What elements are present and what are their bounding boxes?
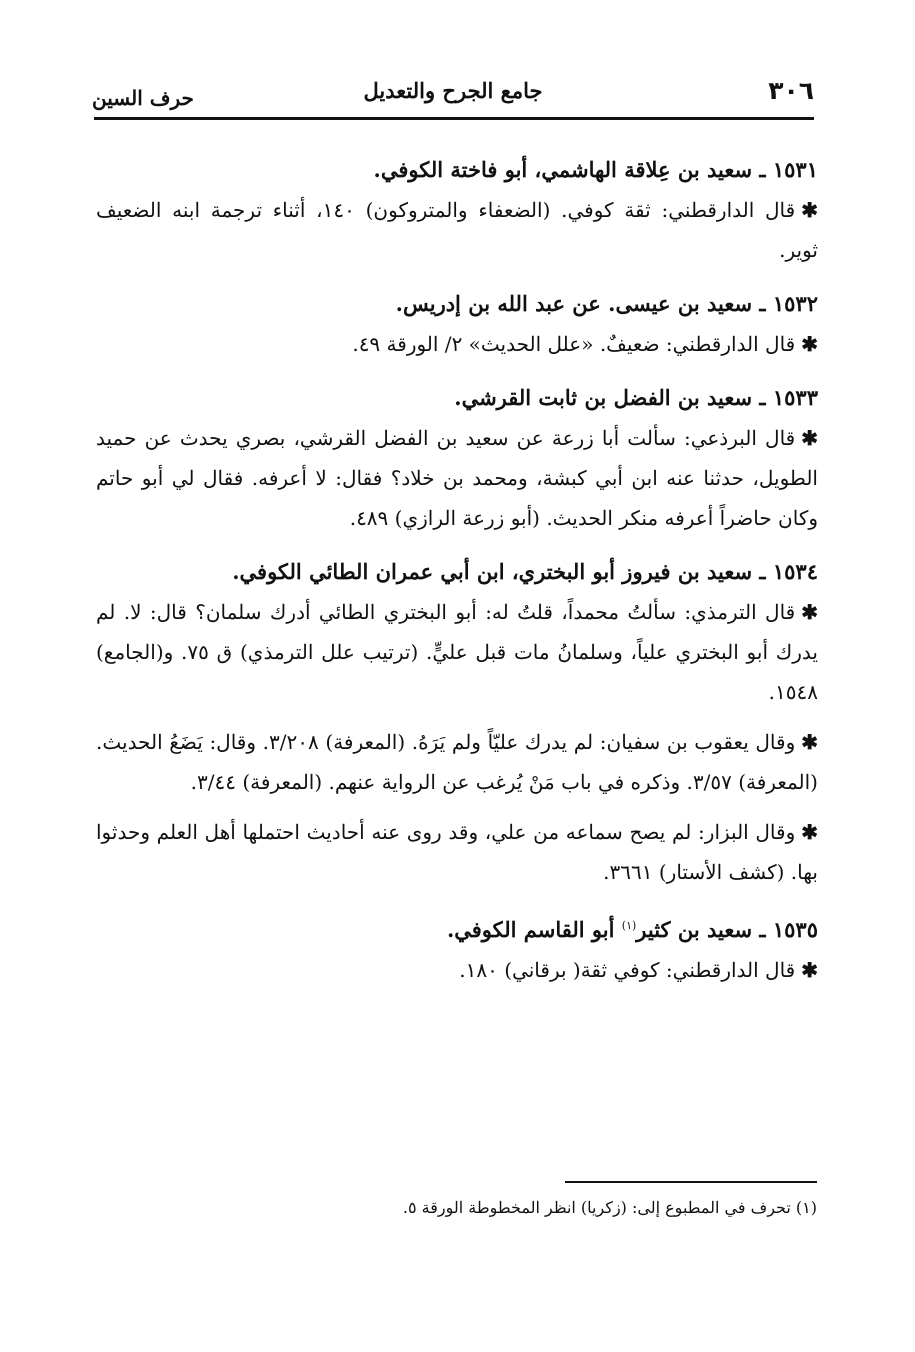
entry-title — [96, 906, 818, 950]
entry-1531 — [96, 150, 818, 270]
page-number: ٣٠٦ — [768, 76, 814, 105]
entry-title: ١٥٣٢ ـ سعيد بن عيسى. عن عبد الله بن إدريس. — [395, 291, 818, 316]
asterisk-icon: ✱ — [801, 820, 818, 844]
quote-paragraph — [96, 190, 818, 270]
book-title: جامع الجرح والتعديل — [363, 78, 543, 103]
quote-paragraph — [96, 592, 818, 712]
asterisk-icon: ✱ — [801, 332, 818, 356]
entry-1534 — [96, 552, 818, 892]
header-rule — [94, 117, 814, 120]
asterisk-icon: ✱ — [801, 730, 819, 754]
entry-title-text: أبو القاسم الكوفي. — [446, 917, 622, 942]
asterisk-icon: ✱ — [801, 958, 818, 982]
footnote-marker: (١) — [621, 919, 637, 932]
asterisk-icon: ✱ — [801, 198, 818, 222]
quote-paragraph — [96, 722, 818, 802]
quote-text: قال البرذعي: سألت أبا زرعة عن سعيد بن الفضل القرشي، بصري يحدث عن حميد الطويل، حدثنا عنه ابن أبي كبشة، ومحمد بن خلاد؟ فقال: لا أعرفه. فقال لي أبو حاتم وكان حاضراً أعرفه منكر الحديث. (أبو زرعة الرازي) ٤٨٩. — [96, 426, 818, 530]
asterisk-icon: ✱ — [801, 426, 818, 450]
quote-text: قال الدارقطني: ثقة كوفي. (الضعفاء والمتروكون) ١٤٠، أثناء ترجمة ابنه الضعيف ثوير. — [96, 198, 818, 262]
footnote-rule — [565, 1181, 817, 1183]
quote-paragraph — [96, 950, 818, 990]
quote-paragraph — [96, 418, 818, 538]
entry-title: ١٥٣٤ ـ سعيد بن فيروز أبو البختري، ابن أبي عمران الطائي الكوفي. — [232, 559, 818, 584]
quote-text: وقال البزار: لم يصح سماعه من علي، وقد روى عنه أحاديث احتملها أهل العلم وحدثوا بها. (كشف الأستار) ٣٦٦١. — [96, 820, 818, 884]
entry-1532 — [96, 284, 818, 364]
asterisk-icon: ✱ — [801, 600, 818, 624]
entry-title: ١٥٣١ ـ سعيد بن عِلاقة الهاشمي، أبو فاختة الكوفي. — [373, 157, 818, 182]
quote-paragraph — [96, 324, 818, 364]
quote-text: قال الترمذي: سألتُ محمداً، قلتُ له: أبو البختري الطائي أدرك سلمان؟ قال: لا. لم يدرك أبو البختري علياً، وسلمانُ مات قبل عليٍّ. (ترتيب علل الترمذي) ق ٧٥. و(الجامع) ١٥٤٨. — [96, 600, 818, 704]
quote-text: قال الدارقطني: كوفي ثقة( برقاني) ١٨٠. — [459, 958, 796, 982]
entry-1535 — [96, 906, 818, 990]
page-header — [92, 72, 814, 116]
entry-title-text: ١٥٣٥ ـ سعيد بن كثير — [636, 917, 818, 942]
section-title: حرف السين — [92, 86, 194, 110]
footnote: (١) تحرف في المطبوع إلى: (زكريا) انظر المخطوطة الورقة ٥. — [402, 1198, 817, 1217]
quote-text: قال الدارقطني: ضعيفٌ. «علل الحديث» ٢/ الورقة ٤٩. — [352, 332, 796, 356]
quote-paragraph — [96, 812, 818, 892]
quote-text: وقال يعقوب بن سفيان: لم يدرك عليّاً ولم يَرَهُ. (المعرفة) ٣/٢٠٨. وقال: يَضَعُ الحديث. (المعرفة) ٣/٥٧. وذكره في باب مَنْ يُرغب عن الرواية عنهم. (المعرفة) ٣/٤٤. — [96, 730, 818, 794]
page-body — [96, 150, 818, 1004]
entry-1533 — [96, 378, 818, 538]
entry-title: ١٥٣٣ ـ سعيد بن الفضل بن ثابت القرشي. — [454, 385, 818, 410]
